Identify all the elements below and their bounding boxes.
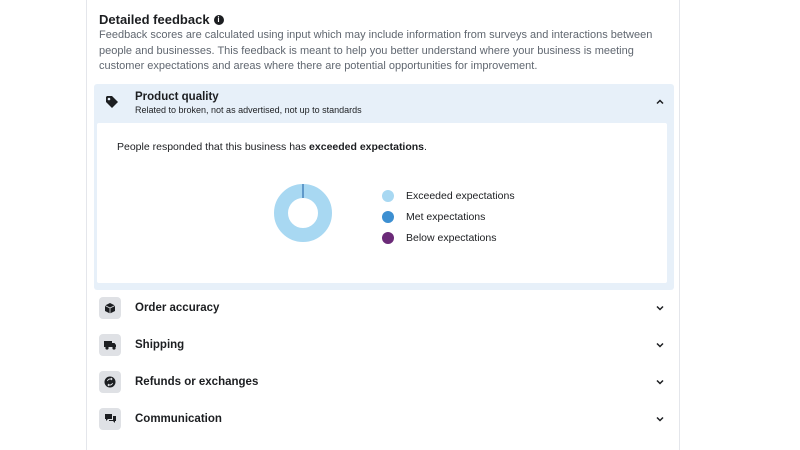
chevron-down-icon[interactable] bbox=[655, 303, 665, 313]
legend-label: Met expectations bbox=[406, 210, 486, 223]
legend-dot bbox=[382, 190, 394, 202]
statement-bold: exceeded expectations bbox=[309, 141, 425, 153]
chat-icon bbox=[99, 408, 121, 430]
detailed-feedback-header bbox=[99, 12, 224, 27]
donut-chart bbox=[270, 180, 336, 246]
section-order-accuracy[interactable]: Order accuracy bbox=[135, 302, 220, 314]
refresh-icon bbox=[99, 371, 121, 393]
legend-label: Exceeded expectations bbox=[406, 189, 515, 202]
section-communication[interactable]: Communication bbox=[135, 413, 222, 425]
header-description: Feedback scores are calculated using input which may include information from surveys and interactions between people and businesses. This feedback is meant to help you better understand where your business is meeting customer expectations and areas where there are potential opportunities for improvement. bbox=[99, 29, 653, 72]
legend-dot bbox=[382, 232, 394, 244]
legend-dot bbox=[382, 211, 394, 223]
section-refunds[interactable]: Refunds or exchanges bbox=[135, 376, 259, 388]
legend-item-met bbox=[382, 206, 515, 227]
product-quality-subtitle: Related to broken, not as advertised, not up to standards bbox=[135, 105, 362, 115]
chevron-down-icon[interactable] bbox=[655, 414, 665, 424]
donut-legend bbox=[382, 185, 515, 248]
page-title: Detailed feedback bbox=[99, 12, 210, 27]
statement-suffix: . bbox=[424, 141, 427, 153]
legend-item-exceeded bbox=[382, 185, 515, 206]
product-quality-title: Product quality bbox=[135, 91, 219, 103]
statement-prefix: People responded that this business has bbox=[117, 141, 310, 153]
chevron-down-icon[interactable] bbox=[655, 377, 665, 387]
tag-icon bbox=[101, 91, 123, 113]
section-shipping[interactable]: Shipping bbox=[135, 339, 185, 351]
chevron-down-icon[interactable] bbox=[655, 340, 665, 350]
legend-item-below bbox=[382, 227, 515, 248]
chevron-up-icon[interactable] bbox=[655, 97, 665, 107]
truck-icon bbox=[99, 334, 121, 356]
info-icon[interactable]: i bbox=[214, 15, 224, 25]
product-quality-statement bbox=[117, 141, 427, 153]
legend-label: Below expectations bbox=[406, 231, 497, 244]
box-icon bbox=[99, 297, 121, 319]
